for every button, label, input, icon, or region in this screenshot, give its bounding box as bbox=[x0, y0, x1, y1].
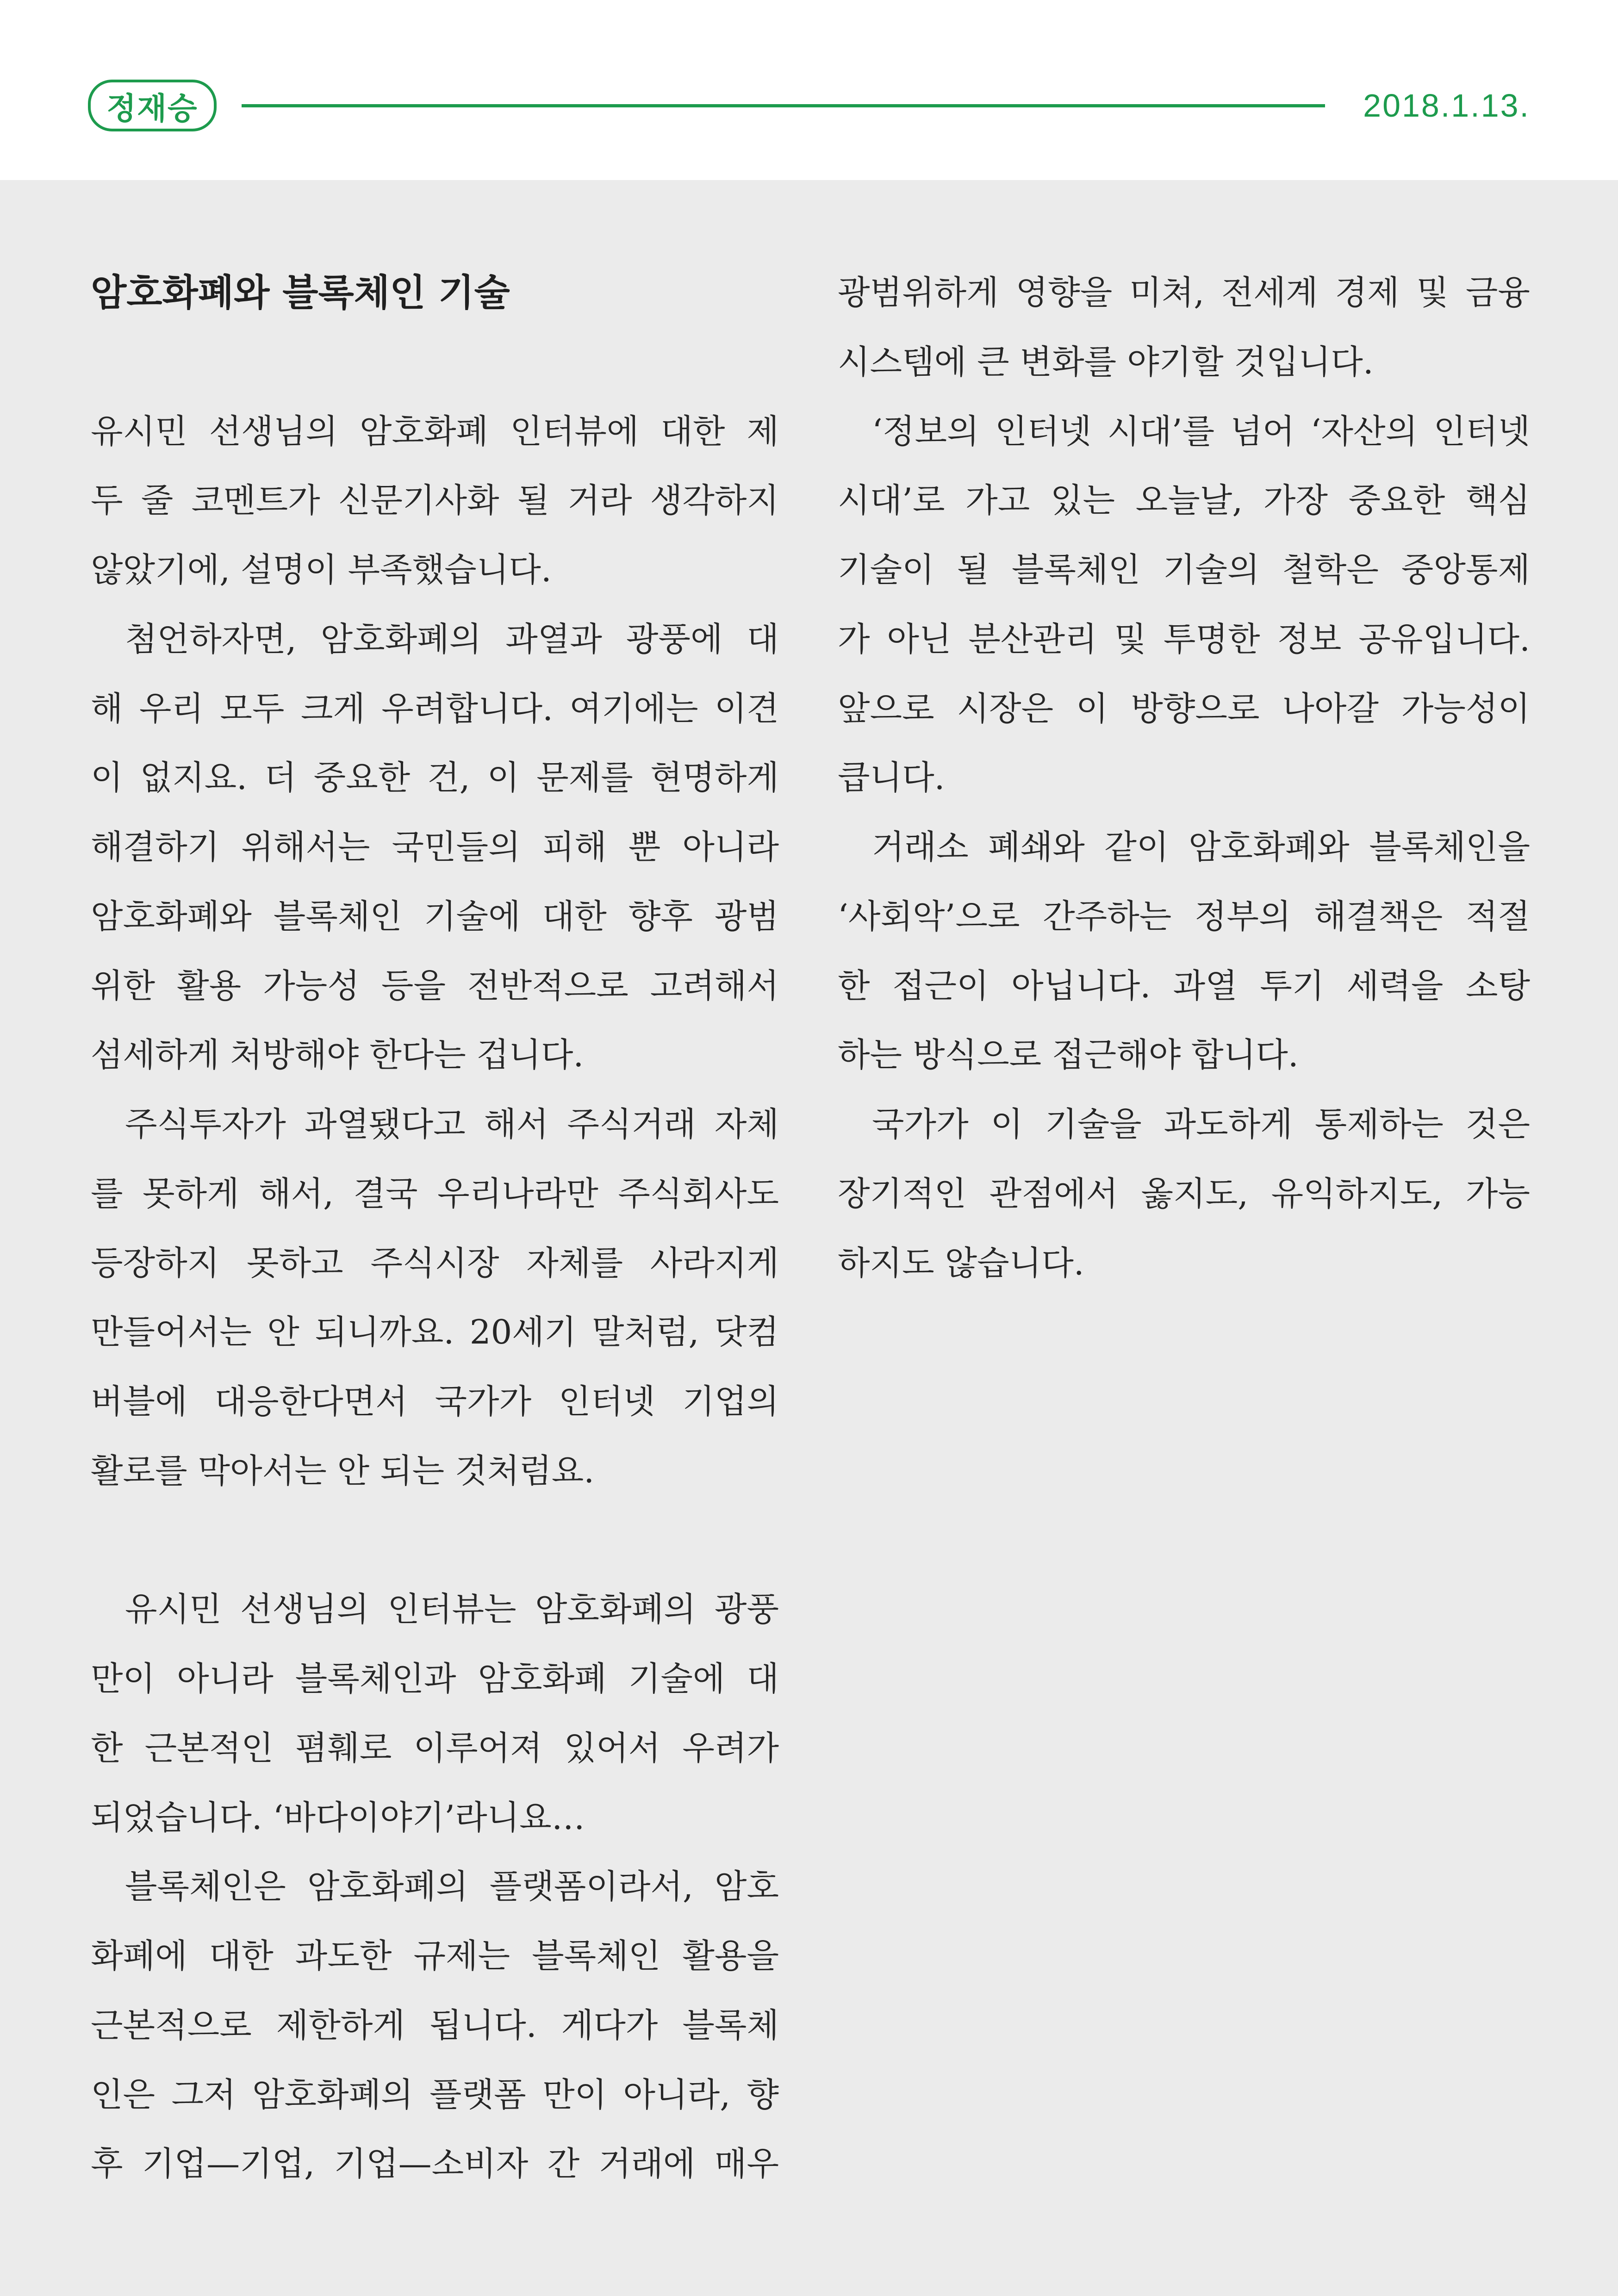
text-line: 이 없지요. 더 중요한 건, 이 문제를 현명하게 bbox=[91, 758, 779, 797]
text-line: 두 줄 코멘트가 신문기사화 될 거라 생각하지 bbox=[91, 481, 779, 520]
paragraph bbox=[838, 1090, 1530, 1298]
text-line: 블록체인은 암호화폐의 플랫폼이라서, 암호 bbox=[125, 1867, 779, 1906]
text-line: 후 기업—기업, 기업—소비자 간 거래에 매우 bbox=[91, 2144, 779, 2184]
publish-date: 2018.1.13. bbox=[1363, 87, 1530, 124]
text-line: 되었습니다. ‘바다이야기’라니요… bbox=[91, 1798, 585, 1837]
paragraph bbox=[91, 1090, 779, 1506]
text-line: 않았기에, 설명이 부족했습니다. bbox=[91, 550, 552, 589]
paragraph bbox=[91, 1575, 779, 1852]
text-line: 등장하지 못하고 주식시장 자체를 사라지게 bbox=[91, 1243, 779, 1282]
text-line: 만이 아니라 블록체인과 암호화폐 기술에 대 bbox=[91, 1659, 779, 1698]
text-line: 활로를 막아서는 안 되는 것처럼요. bbox=[91, 1451, 595, 1490]
text-line: 한 근본적인 폄훼로 이루어져 있어서 우려가 bbox=[91, 1728, 779, 1767]
paragraph bbox=[91, 605, 779, 1090]
paragraph bbox=[838, 813, 1530, 1090]
text-line: 버블에 대응한다면서 국가가 인터넷 기업의 bbox=[91, 1382, 779, 1421]
author-badge: 정재승 bbox=[88, 80, 217, 131]
text-line: 해 우리 모두 크게 우려합니다. 여기에는 이견 bbox=[91, 689, 779, 728]
text-line: 큽니다. bbox=[838, 758, 945, 797]
text-line: 유시민 선생님의 인터뷰는 암호화폐의 광풍 bbox=[125, 1590, 779, 1629]
text-line: 위한 활용 가능성 등을 전반적으로 고려해서 bbox=[91, 966, 779, 1005]
header-rule bbox=[242, 104, 1325, 107]
paragraph bbox=[91, 1852, 779, 2199]
left-column bbox=[91, 258, 779, 2199]
text-line: 한 접근이 아닙니다. 과열 투기 세력을 소탕 bbox=[838, 966, 1530, 1005]
blank-line bbox=[91, 328, 779, 397]
text-line: 시대’로 가고 있는 오늘날, 가장 중요한 핵심 bbox=[838, 481, 1530, 520]
text-line: 근본적으로 제한하게 됩니다. 게다가 블록체 bbox=[91, 2005, 779, 2045]
text-line: ‘사회악’으로 간주하는 정부의 해결책은 적절 bbox=[838, 896, 1530, 936]
paragraph bbox=[838, 397, 1530, 813]
text-line: 하는 방식으로 접근해야 합니다. bbox=[838, 1035, 1299, 1075]
text-line: 장기적인 관점에서 옳지도, 유익하지도, 가능 bbox=[838, 1174, 1530, 1213]
text-line: 하지도 않습니다. bbox=[838, 1243, 1084, 1282]
text-line: 시스템에 큰 변화를 야기할 것입니다. bbox=[838, 342, 1374, 381]
text-line: 화폐에 대한 과도한 규제는 블록체인 활용을 bbox=[91, 1936, 779, 1975]
text-line: 광범위하게 영향을 미쳐, 전세계 경제 및 금융 bbox=[838, 273, 1530, 312]
text-line: 를 못하게 해서, 결국 우리나라만 주식회사도 bbox=[91, 1174, 779, 1213]
text-line: 유시민 선생님의 암호화폐 인터뷰에 대한 제 bbox=[91, 411, 779, 451]
article-title: 암호화폐와 블록체인 기술 bbox=[91, 271, 510, 314]
text-line: 섬세하게 처방해야 한다는 겁니다. bbox=[91, 1035, 584, 1075]
text-line: 해결하기 위해서는 국민들의 피해 뿐 아니라 bbox=[91, 828, 779, 866]
text-line: 국가가 이 기술을 과도하게 통제하는 것은 bbox=[872, 1105, 1530, 1144]
text-line: 가 아닌 분산관리 및 투명한 정보 공유입니다. bbox=[838, 619, 1530, 659]
text-line: 앞으로 시장은 이 방향으로 나아갈 가능성이 bbox=[838, 689, 1530, 728]
blank-line bbox=[91, 1506, 779, 1575]
right-column bbox=[838, 258, 1530, 1298]
text-line: ‘정보의 인터넷 시대’를 넘어 ‘자산의 인터넷 bbox=[872, 411, 1530, 451]
text-line: 기술이 될 블록체인 기술의 철학은 중앙통제 bbox=[838, 550, 1530, 589]
text-line: 인은 그저 암호화폐의 플랫폼 만이 아니라, 향 bbox=[91, 2075, 779, 2114]
paragraph bbox=[838, 258, 1530, 397]
text-line: 주식투자가 과열됐다고 해서 주식거래 자체 bbox=[125, 1105, 779, 1144]
paragraph bbox=[91, 397, 779, 605]
text-line: 만들어서는 안 되니까요. 20세기 말처럼, 닷컴 bbox=[91, 1313, 779, 1352]
text-line: 거래소 폐쇄와 같이 암호화폐와 블록체인을 bbox=[872, 828, 1530, 866]
text-line: 첨언하자면, 암호화폐의 과열과 광풍에 대 bbox=[125, 619, 779, 659]
text-line: 암호화폐와 블록체인 기술에 대한 향후 광범 bbox=[91, 896, 779, 936]
